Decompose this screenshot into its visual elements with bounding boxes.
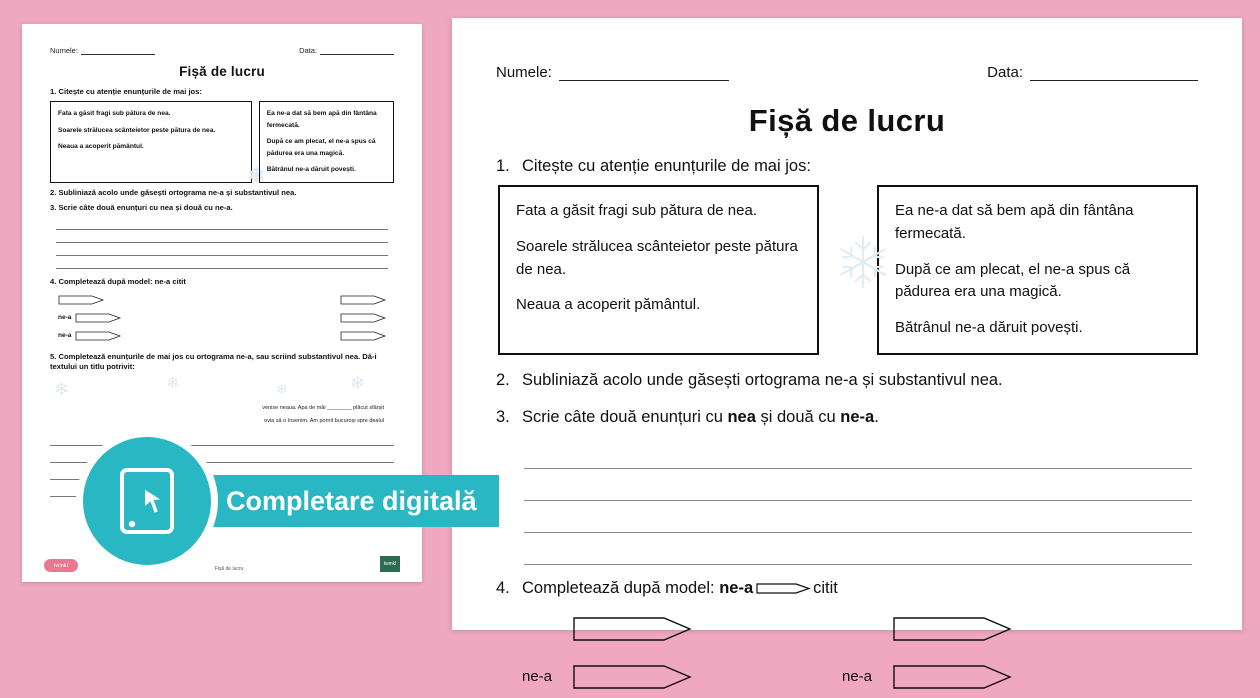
- arrow-group-top-left: [522, 612, 692, 646]
- arrow-shape-icon[interactable]: [572, 660, 692, 694]
- small-item-4-num: 4.: [50, 277, 57, 287]
- tablet-hand-icon: [108, 462, 186, 540]
- arrow-shape-icon: [756, 581, 810, 596]
- answer-line[interactable]: [524, 437, 1192, 469]
- small-item-4-text: Completează după model: ne-a citit: [58, 277, 186, 287]
- exercise-4-bold-model: ne-a: [719, 578, 754, 597]
- small-item-1: [50, 87, 394, 97]
- arrow-shape-icon[interactable]: [75, 330, 121, 342]
- small-box-right-line-3: Bătrânul ne-a dăruit povești.: [266, 166, 356, 174]
- small-item-5: [50, 352, 394, 373]
- small-page-title: Fișă de lucru: [179, 64, 265, 79]
- small-box-left-line-2: Soarele strălucea scânteietor peste pătura de nea.: [58, 126, 216, 134]
- name-label: Numele:: [496, 64, 552, 81]
- exercise-1-number: 1.: [496, 157, 510, 175]
- sentence-right-1: Ea ne-a dat să bem apă din fântâna fermecată.: [895, 202, 1134, 242]
- sentence-left-1: Fata a găsit fragi sub pătura de nea.: [516, 202, 757, 219]
- arrow-label-left: ne-a: [522, 668, 553, 686]
- small-story-line-2: ovia să o însenim. Am pornit bucuroși spre dealul: [264, 418, 384, 425]
- exercise-4-number: 4.: [496, 578, 510, 597]
- exercise-3-pre: Scrie câte două enunțuri cu: [522, 407, 728, 426]
- secondary-logo: twinkl: [380, 556, 400, 572]
- date-field[interactable]: [987, 64, 1198, 81]
- exercise-3-mid: și două cu: [755, 407, 841, 426]
- exercise-3-number: 3.: [496, 407, 510, 426]
- exercise-4-text: [522, 579, 838, 598]
- arrow-row-bottom: [496, 660, 1198, 694]
- sentence-right-2: După ce am plecat, el ne-a spus că pădurea era una magică.: [895, 260, 1131, 301]
- sentence-boxes: [498, 185, 1198, 355]
- badge-circle: [76, 430, 218, 572]
- small-date-rule: [320, 46, 394, 55]
- answer-line[interactable]: [524, 533, 1192, 565]
- small-writing-lines-group: [50, 217, 394, 269]
- exercise-2-text: Subliniază acolo unde găsești ortograma ne-a și substantivul nea.: [522, 370, 1003, 389]
- worksheet-main[interactable]: [452, 18, 1242, 686]
- name-field[interactable]: [496, 64, 729, 81]
- date-input-rule[interactable]: [1030, 66, 1198, 81]
- exercise-3-bold-nea-hyphen: ne-a: [840, 407, 875, 426]
- arrow-shape-icon[interactable]: [572, 612, 692, 646]
- arrow-row-top: [496, 612, 1198, 646]
- small-write-line[interactable]: [56, 256, 388, 269]
- small-snow-decoration-row: [50, 373, 394, 402]
- small-arrow-label-left-2: ne-a: [58, 332, 72, 340]
- small-arrow-group-left-2: [58, 330, 121, 342]
- arrow-shape-icon[interactable]: [75, 312, 121, 324]
- small-header-fields: [50, 46, 394, 55]
- small-story-line-1: venise neaua. Apa de mâi ________ plăcut sfârșit: [262, 405, 384, 412]
- snowflake-icon: ❄: [276, 381, 288, 398]
- exercise-3-text: [522, 408, 879, 427]
- arrow-shape-icon[interactable]: [340, 294, 386, 306]
- arrow-shape-icon[interactable]: [892, 612, 1012, 646]
- small-item-1-text: Citește cu atenție enunțurile de mai jos:: [58, 87, 202, 96]
- exercise-2-number: 2.: [496, 370, 510, 389]
- small-item-3: [50, 203, 394, 213]
- exercise-4-post: citit: [813, 578, 838, 597]
- date-label: Data:: [987, 64, 1023, 81]
- small-box-right-line-2: După ce am plecat, el ne-a spus că pădurea era una magică.: [266, 138, 376, 157]
- arrow-shape-icon[interactable]: [340, 330, 386, 342]
- small-box-left-line-1: Fata a găsit fragi sub pătura de nea.: [58, 110, 171, 118]
- snowflake-icon: ❄: [350, 373, 366, 394]
- arrow-label-right: ne-a: [842, 668, 873, 686]
- small-item-2-text: Subliniază acolo unde găsești ortograma ne-a și substantivul nea.: [58, 187, 297, 197]
- small-item-1-num: 1.: [50, 87, 57, 96]
- sentence-box-left: [498, 185, 819, 355]
- small-arrow-row-2: [50, 312, 394, 324]
- small-item-5-num: 5.: [50, 351, 57, 361]
- digital-completion-badge[interactable]: [76, 430, 499, 572]
- small-item-4: [50, 277, 394, 287]
- small-name-label: Numele:: [50, 46, 78, 55]
- snowflake-icon: ❄: [166, 375, 180, 393]
- arrow-shape-icon[interactable]: [340, 312, 386, 324]
- small-footer-text: Fișă de lucru: [214, 566, 244, 572]
- exercise-3: [496, 408, 1198, 427]
- small-sentence-boxes: [50, 101, 394, 187]
- sentence-box-right: [877, 185, 1198, 355]
- small-arrow-group-left: [58, 312, 121, 324]
- small-write-line[interactable]: [56, 243, 388, 256]
- small-item-3-num: 3.: [50, 203, 57, 213]
- small-box-left-line-3: Neaua a acoperit pământul.: [58, 143, 144, 151]
- small-name-field: [50, 46, 155, 55]
- small-write-line[interactable]: [56, 230, 388, 243]
- small-item-5-text: Completează enunțurile de mai jos cu ortograma ne-a, sau scriind substantivul nea. Dă-i textului un titlu potrivit:: [50, 351, 377, 371]
- small-story-text: [50, 402, 394, 428]
- small-item-2: [50, 188, 394, 198]
- arrow-group-bottom-left: [522, 660, 692, 694]
- small-date-field: [299, 46, 394, 55]
- small-item-2-num: 2.: [50, 187, 57, 197]
- exercise-4: [496, 579, 1198, 598]
- small-date-label: Data:: [299, 46, 317, 55]
- exercise-1-text: Citește cu atenție enunțurile de mai jos:: [522, 157, 811, 175]
- exercise-2: [496, 371, 1198, 390]
- small-write-line[interactable]: [56, 217, 388, 230]
- small-item-3-text: Scrie câte două enunțuri cu nea și două cu ne-a.: [58, 203, 233, 213]
- exercise-3-bold-nea: nea: [727, 407, 756, 426]
- small-arrow-row-3: [50, 330, 394, 342]
- small-box-left: [50, 101, 265, 187]
- answer-line[interactable]: [524, 469, 1192, 501]
- exercise-3-post: .: [874, 407, 879, 426]
- arrow-shape-icon[interactable]: [892, 660, 1012, 694]
- twinkl-logo: twinkl: [44, 559, 78, 572]
- badge-label: Completare digitală: [166, 475, 499, 527]
- main-sheet-content: [452, 18, 1242, 686]
- small-box-right-line-1: Ea ne-a dat să bem apă din fântâna fermecată.: [266, 110, 377, 129]
- small-arrow-row-1: [50, 294, 394, 306]
- answer-line[interactable]: [524, 501, 1192, 533]
- arrow-shape-icon[interactable]: [58, 294, 104, 306]
- main-header-fields: [496, 64, 1198, 81]
- snowflake-icon: ❄: [54, 379, 70, 400]
- arrow-group-bottom-right: [842, 660, 1012, 694]
- small-arrow-label-left: ne-a: [58, 314, 72, 322]
- small-name-rule: [81, 46, 155, 55]
- small-box-right: [259, 101, 394, 183]
- answer-lines: [524, 437, 1192, 565]
- name-input-rule[interactable]: [559, 66, 729, 81]
- exercise-1: [496, 157, 1198, 176]
- exercise-4-pre: Completează după model:: [522, 578, 720, 597]
- arrow-group-top-right: [842, 612, 1012, 646]
- sentence-right-3: Bătrânul ne-a dăruit povești.: [895, 319, 1083, 337]
- sentence-left-3: Neaua a acoperit pământul.: [516, 296, 701, 314]
- sentence-left-2: Soarele strălucea scânteietor peste pătura de nea.: [516, 237, 798, 278]
- page-title: Fișă de lucru: [748, 103, 946, 138]
- snowflake-icon: ❄: [247, 164, 265, 187]
